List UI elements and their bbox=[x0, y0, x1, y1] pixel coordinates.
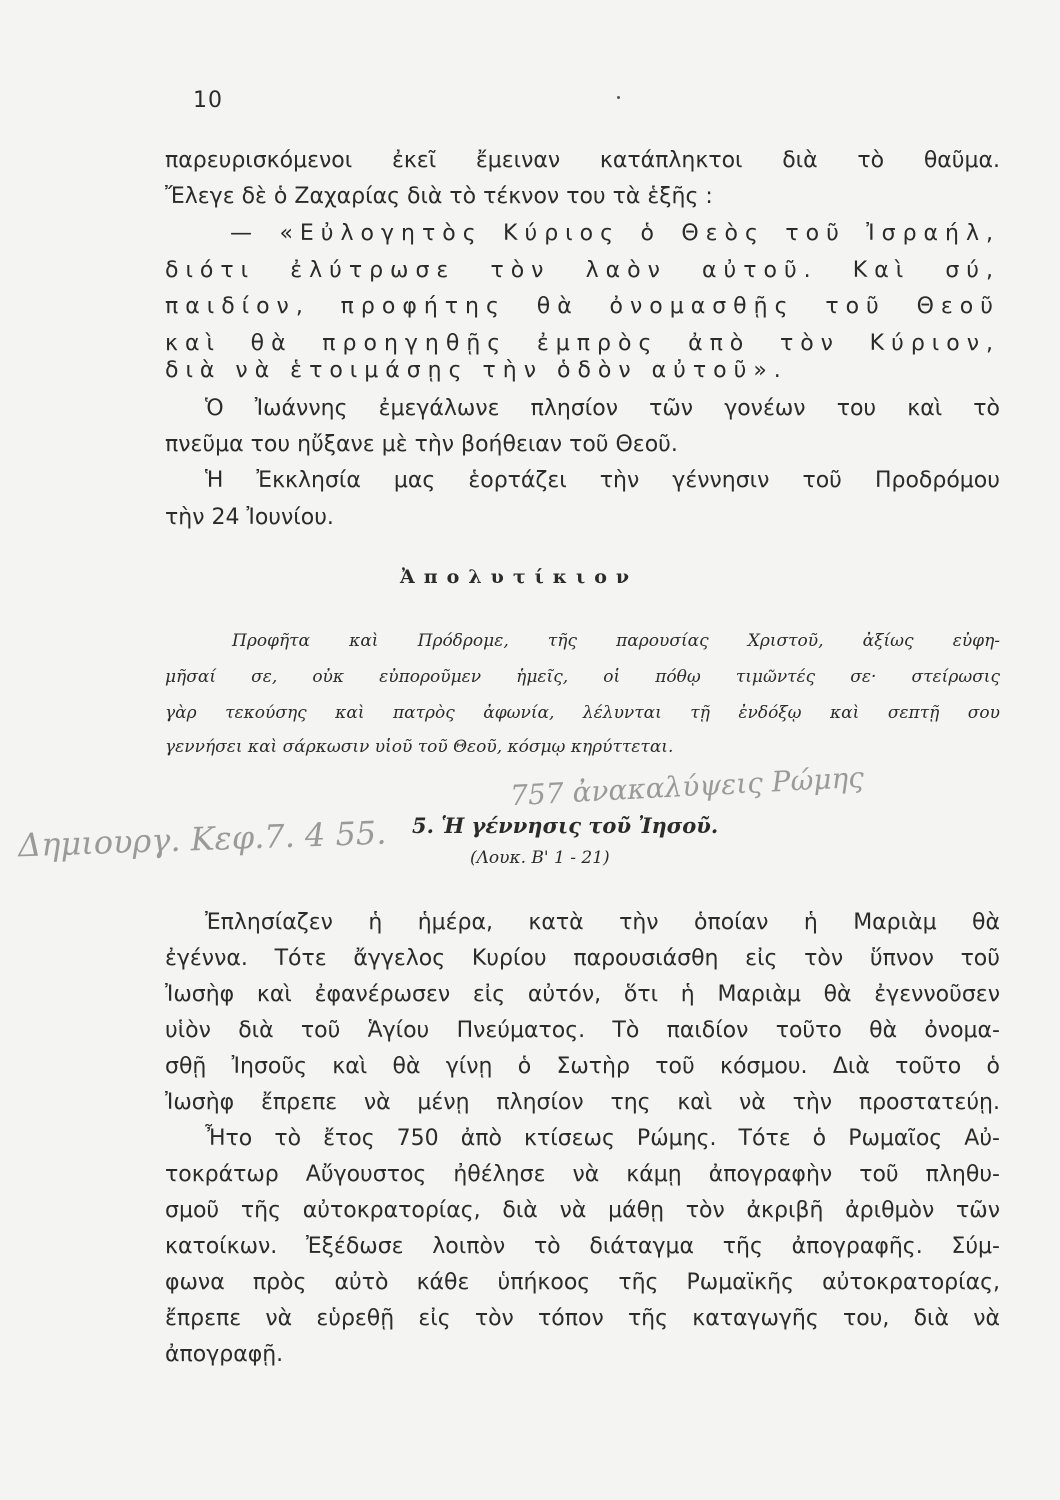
text-line: Ἔλεγε δὲ ὁ Ζαχαρίας διὰ τὸ τέκνον του τὰ ἑξῆς : bbox=[165, 184, 713, 209]
quote-line: διότι ἐλύτρωσε τὸν λαὸν αὐτοῦ. Καὶ σύ, bbox=[165, 258, 1000, 283]
text-line: Ἰωσὴφ ἔπρεπε νὰ μένῃ πλησίον της καὶ νὰ τὴν προστατεύῃ. bbox=[165, 1090, 1000, 1115]
text-line: κατοίκων. Ἐξέδωσε λοιπὸν τὸ διάταγμα τῆς ἀπογραφῆς. Σύμ- bbox=[165, 1234, 1000, 1259]
text-line: ἔπρεπε νὰ εὑρεθῇ εἰς τὸν τόπον τῆς καταγωγῆς του, διὰ νὰ bbox=[165, 1306, 1000, 1331]
text-line: σθῇ Ἰησοῦς καὶ θὰ γίνῃ ὁ Σωτὴρ τοῦ κόσμου. Διὰ τοῦτο ὁ bbox=[165, 1054, 1000, 1079]
text-line: ἐγέννα. Τότε ἄγγελος Κυρίου παρουσιάσθη εἰς τὸν ὕπνον τοῦ bbox=[165, 946, 1000, 971]
text-line: τοκράτωρ Αὔγουστος ἠθέλησε νὰ κάμῃ ἀπογραφὴν τοῦ πληθυ- bbox=[165, 1162, 1000, 1187]
text-line: φωνα πρὸς αὐτὸ κάθε ὑπήκοος τῆς Ρωμαϊκῆς αὐτοκρατορίας, bbox=[165, 1270, 1000, 1295]
text-line: Ὁ Ἰωάννης ἐμεγάλωνε πλησίον τῶν γονέων του καὶ τὸ bbox=[205, 396, 1000, 421]
text-line: Ἦτο τὸ ἔτος 750 ἀπὸ κτίσεως Ρώμης. Τότε ὁ Ρωμαῖος Αὐ- bbox=[205, 1126, 1000, 1151]
hymn-line: γεννήσει καὶ σάρκωσιν υἱοῦ τοῦ Θεοῦ, κόσμῳ κηρύττεται. bbox=[165, 737, 674, 757]
text-line: ἀπογραφῇ. bbox=[165, 1342, 284, 1367]
quote-line: διὰ νὰ ἑτοιμάσῃς τὴν ὁδὸν αὐτοῦ». bbox=[165, 358, 788, 383]
text-line: Ἐπλησίαζεν ἡ ἡμέρα, κατὰ τὴν ὁποίαν ἡ Μαριὰμ θὰ bbox=[205, 910, 1000, 935]
page-number: 10 bbox=[193, 88, 223, 113]
hymn-line: γὰρ τεκούσης καὶ πατρὸς ἀφωνία, λέλυνται τῇ ἐνδόξῳ καὶ σεπτῇ σου bbox=[165, 703, 1000, 723]
text-line: Ἡ Ἐκκλησία μας ἑορτάζει τὴν γέννησιν τοῦ Προδρόμου bbox=[205, 468, 1000, 493]
apolytikion-heading: Ἀπολυτίκιον bbox=[400, 566, 639, 588]
handwritten-note: Δημιουργ. Κεφ.7. 4 55. bbox=[17, 813, 387, 865]
section-title: 5. Ἡ γέννησις τοῦ Ἰησοῦ. bbox=[412, 813, 719, 838]
text-line: υἱὸν διὰ τοῦ Ἁγίου Πνεύματος. Τὸ παιδίον τοῦτο θὰ ὀνομα- bbox=[165, 1018, 1000, 1043]
ink-speck bbox=[617, 96, 620, 99]
quote-line: καὶ θὰ προηγηθῇς ἐμπρὸς ἀπὸ τὸν Κύριον, bbox=[165, 331, 1000, 356]
text-line: σμοῦ τῆς αὐτοκρατορίας, διὰ νὰ μάθῃ τὸν ἀκριβῆ ἀριθμὸν τῶν bbox=[165, 1198, 1000, 1223]
hymn-line: μῆσαί σε, οὐκ εὐποροῦμεν ἡμεῖς, οἱ πόθῳ τιμῶντές σε· στείρωσις bbox=[165, 667, 1000, 687]
quote-line: παιδίον, προφήτης θὰ ὀνομασθῇς τοῦ Θεοῦ bbox=[165, 294, 1000, 319]
text-line: παρευρισκόμενοι ἐκεῖ ἔμειναν κατάπληκτοι διὰ τὸ θαῦμα. bbox=[165, 148, 1000, 173]
handwritten-note: 757 ἀνακαλύψεις Ρώμης bbox=[509, 760, 865, 813]
section-reference: (Λουκ. Β' 1 - 21) bbox=[470, 848, 610, 868]
hymn-line: Προφῆτα καὶ Πρόδρομε, τῆς παρουσίας Χριστοῦ, ἀξίως εὐφη- bbox=[232, 631, 1000, 651]
text-line: Ἰωσὴφ καὶ ἐφανέρωσεν εἰς αὐτόν, ὅτι ἡ Μαριὰμ θὰ ἐγεννοῦσεν bbox=[165, 982, 1000, 1007]
text-line: πνεῦμα του ηὔξανε μὲ τὴν βοήθειαν τοῦ Θεοῦ. bbox=[165, 432, 678, 457]
text-line: τὴν 24 Ἰουνίου. bbox=[165, 505, 334, 530]
quote-line: — «Εὐλογητὸς Κύριος ὁ Θεὸς τοῦ Ἰσραήλ, bbox=[230, 221, 1000, 246]
